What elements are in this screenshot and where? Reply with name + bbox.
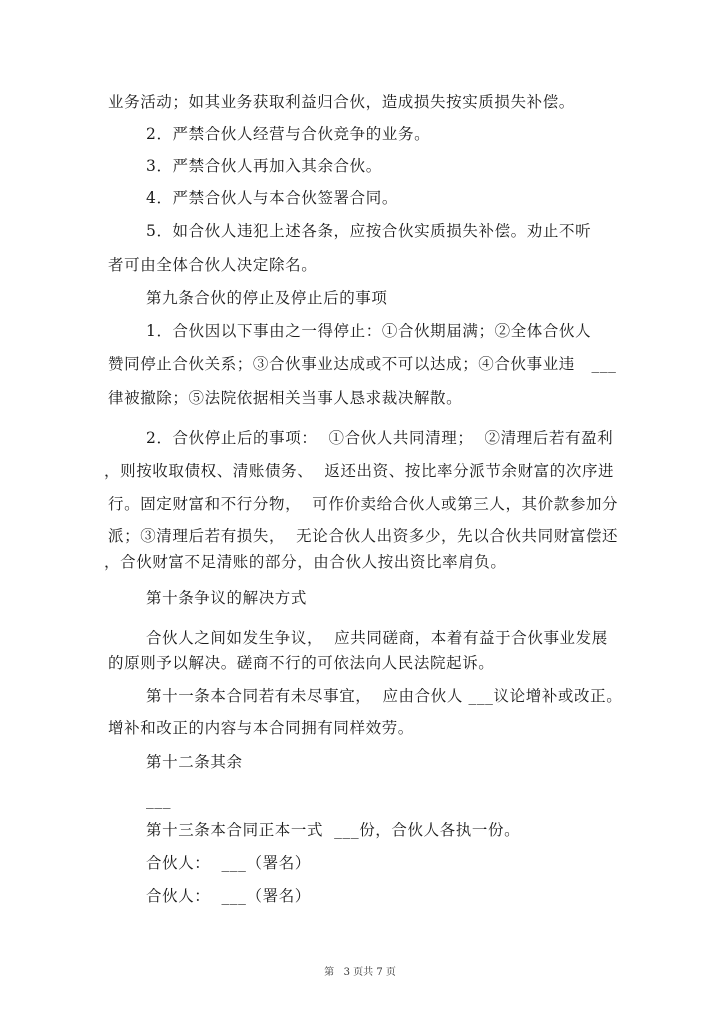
page-footer: 第 3 页共 7 页 — [324, 967, 396, 978]
text-line: 2．合伙停止后的事项： ①合伙人共同清理； ②清理后若有盈利 — [146, 429, 614, 447]
text-line: 赞同停止合伙关系；③合伙事业达成或不可以达成；④合伙事业违 ___ — [108, 355, 617, 373]
text-line: 的原则予以解决。磋商不行的可依法向人民法院起诉。 — [108, 654, 495, 672]
section-heading: 第九条合伙的停止及停止后的事项 — [146, 289, 388, 307]
text-line: 合伙人之间如发生争议， 应共同磋商，本着有益于合伙事业发展 — [146, 629, 608, 647]
text-line: ，则按收取债权、清账债务、 返还出资、按比率分派节余财富的次序进 — [104, 462, 615, 480]
section-heading: 第十二条其余 — [146, 753, 243, 771]
text-line: 增补和改正的内容与本合同拥有同样效劳。 — [108, 719, 414, 737]
text-line: 行。固定财富和不行分物， 可作价卖给合伙人或第三人，其价款参加分 — [108, 495, 619, 513]
text-line: 4．严禁合伙人与本合伙签署合同。 — [146, 189, 398, 207]
blank-line: ___ — [146, 791, 172, 809]
text-line: 者可由全体合伙人决定除名。 — [108, 256, 318, 274]
text-line: 派；③清理后若有损失， 无论合伙人出资多少，先以合伙共同财富偿还 — [108, 527, 619, 545]
signature-line: 合伙人： ___（署名） — [146, 854, 311, 872]
text-line: 5．如合伙人违犯上述各条，应按合伙实质损失补偿。劝止不听 — [146, 222, 592, 240]
text-line: 第十三条本合同正本一式 ___份，合伙人各执一份。 — [146, 821, 521, 839]
signature-line: 合伙人： ___（署名） — [146, 887, 311, 905]
text-line: ，合伙财富不足清账的部分，由合伙人按出资比率肩负。 — [104, 553, 507, 571]
text-line: 律被撤除；⑤法院依据相关当事人恳求裁决解散。 — [108, 389, 463, 407]
text-line: 2．严禁合伙人经营与合伙竞争的业务。 — [146, 125, 431, 143]
text-line: 1．合伙因以下事由之一得停止：①合伙期届满；②全体合伙人 — [146, 322, 592, 340]
section-heading: 第十条争议的解决方式 — [146, 589, 308, 607]
text-line: 第十一条本合同若有未尽事宜， 应由合伙人 ___议论增补或改正。 — [146, 687, 623, 705]
text-line: 业务活动；如其业务获取利益归合伙，造成损失按实质损失补偿。 — [108, 93, 575, 111]
text-line: 3．严禁合伙人再加入其余合伙。 — [146, 157, 382, 175]
